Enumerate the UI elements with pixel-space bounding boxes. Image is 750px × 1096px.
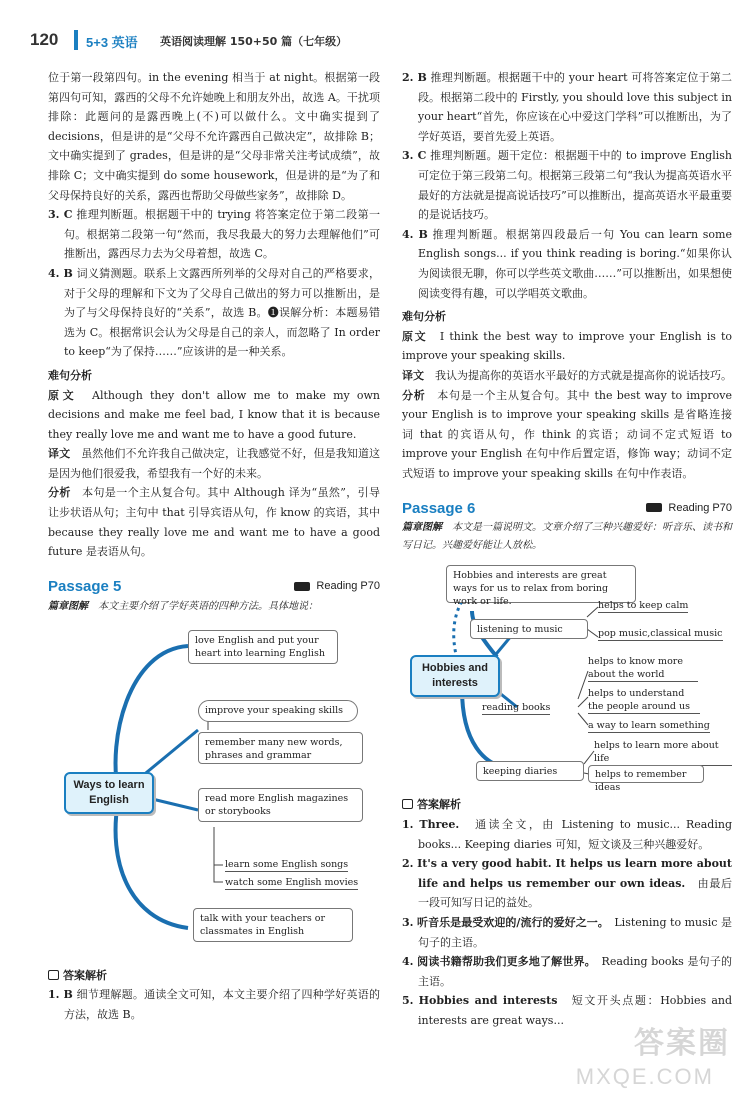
difficult-sentence-heading: 难句分析 bbox=[48, 368, 92, 382]
map-branch-diaries: keeping diaries bbox=[476, 761, 584, 781]
watermark-logo: 答案圈 bbox=[634, 1027, 730, 1060]
question-2-text: 推理判断题。根据题干中的 your heart 可将答案定位于第二段。根据第二段中的 Firstly, you should love this subject in your heart“首先，你应该在心中爱这门学科”可以推断出，为了学好英语，要首先爱上英语。 bbox=[418, 71, 732, 143]
map-leaf-know-world: helps to know more about the world bbox=[588, 655, 698, 682]
map-box-remember-words: remember many new words, phrases and grammar bbox=[198, 732, 363, 764]
original-text-right: I think the best way to improve your English is to improve your speaking skills. bbox=[402, 329, 733, 363]
pointing-hand-icon bbox=[646, 503, 662, 512]
map-leaf-movies: watch some English movies bbox=[225, 876, 359, 888]
reading-reference bbox=[294, 577, 380, 597]
question-4-text-right: 推理判断题。根据第四段最后一句 You can learn some English songs... if you think reading is boring.“如果你认为阅读很无聊，你可以学些英文歌曲……”可以推断出，如果想使阅读变得有趣，可以学唱英文歌曲。 bbox=[418, 227, 732, 300]
answer-item-2-text: 由最后一段可知写日记的益处。 bbox=[418, 876, 733, 910]
question-4-text: 词义猜测题。联系上文露西所列举的父母对自己的严格要求，对于父母的理解和下文为了父母自己做出的努力可以推断出，是为了与父母保持良好的“关系”，故选 B。❶误解分析：本题易错选为 C。根据常识会认为父母是自己的亲人，而忽略了 In order to keep“为了保持……”应该讲的是一种关系。 bbox=[64, 266, 380, 359]
answer-item-3-text: Listening to music 是句子的主语。 bbox=[418, 916, 733, 949]
original-label: 原文 bbox=[48, 388, 78, 402]
translation-label: 译文 bbox=[48, 447, 71, 461]
question-3-answer-right: 3. C bbox=[402, 149, 427, 163]
answer-1 bbox=[48, 985, 380, 1024]
analysis-text: 本句是一个主从复合句。其中 Although 译为“虽然”，引导让步状语从句；主句中 that 引导宾语从句，作 know 的宾语，其中 because they really love me and want me to have a good future 是表语从句。 bbox=[48, 486, 380, 559]
lock-icon bbox=[402, 799, 413, 809]
continued-explanation: 位于第一段第四句。in the evening 相当于 at night。根据第一段第四句可知，露西的父母不允许她晚上和朋友外出，故选 A。干扰项排除：此题问的是露西晚上(不)可以做什么。文中确实提到了 decisions，但是讲的是“父母不允许露西自己做决定”，故排除 B；文中确实提到了 grades，但是讲的是“父母非常关注考试成绩”，故排除 C；文中确实提到 do some housework，但是讲的是“为了和父母保持良好的关系，露西也帮助父母做些家务”，故排除 D。 bbox=[48, 71, 380, 202]
summary-text: 本文主要介绍了学好英语的四种方法。具体地说： bbox=[98, 600, 318, 612]
answer-item-5-text: 短文开头点题：Hobbies and interests are great ways... bbox=[418, 994, 733, 1027]
passage-5-title: Passage 5 bbox=[48, 578, 122, 596]
map-leaf-understand-people: helps to understand the people around us bbox=[588, 687, 700, 714]
original-sentence bbox=[48, 386, 380, 445]
question-3-explanation bbox=[48, 205, 381, 264]
question-4-answer: 4. B bbox=[48, 266, 73, 280]
passage-5-header bbox=[48, 576, 380, 598]
translation bbox=[48, 444, 380, 483]
answer-item-4-text: Reading books 是句子的主语。 bbox=[418, 955, 732, 988]
question-4-explanation bbox=[48, 264, 380, 362]
map-leaf-keep-calm: helps to keep calm bbox=[598, 600, 689, 612]
passage-6-header bbox=[402, 497, 732, 519]
map-box-love-english: love English and put your heart into learning English bbox=[188, 630, 338, 664]
analysis-text-right: 本句是一个主从复合句。其中 the best way to improve your English is to improve your speaking skills 是省略连接词 that 的宾语从句，作 think 的宾语；动词不定式短语 to improve your English 在句中作后置定语，修饰 way；动词不定式短语 to improve your speaking skills 在句中作表语。 bbox=[402, 388, 732, 480]
passage-5-summary bbox=[48, 598, 380, 616]
map-branch-listening: listening to music bbox=[470, 619, 588, 639]
question-3-text-right: 推理判断题。题干定位：根据题干中的 to improve English 可定位于第三段第二句。根据第三段第二句“我认为提高英语水平最好的方法就是提高说话技巧”可以推断出，提高英语水平最重要的是说话技巧。 bbox=[418, 149, 732, 222]
answer-section-heading-right bbox=[402, 795, 732, 815]
reading-reference-label-right: Reading P70 bbox=[668, 501, 732, 514]
answer-item-5-key: Hobbies and interests bbox=[418, 994, 558, 1008]
answer-item-1 bbox=[402, 815, 732, 854]
summary-label: 篇章图解 bbox=[48, 600, 88, 612]
map-box-read-magazines: read more English magazines or storybooks bbox=[198, 788, 363, 822]
summary-label-right: 篇章图解 bbox=[402, 522, 442, 534]
analysis-label-right: 分析 bbox=[402, 388, 426, 402]
answer-item-1-number: 1. bbox=[402, 818, 414, 832]
map-leaf-pop-music: pop music,classical music bbox=[598, 628, 723, 640]
analysis-label: 分析 bbox=[48, 486, 71, 500]
original-label-right: 原文 bbox=[402, 329, 428, 343]
book-title: 英语阅读理解 150+50 篇（七年级） bbox=[160, 35, 348, 48]
answer-1-number: 1. B bbox=[48, 988, 73, 1002]
map-leaf-learn-life: helps to learn more about life bbox=[594, 739, 732, 766]
page-header bbox=[30, 28, 730, 52]
answer-item-1-text: 通读全文，由 Listening to music... Reading books... Keeping diaries 可知，短文谈及三种兴趣爱好。 bbox=[418, 818, 732, 851]
map-center-ways-to-learn: Ways to learn English bbox=[64, 772, 154, 814]
answer-section-title: 答案解析 bbox=[63, 968, 107, 982]
question-4-answer-right: 4. B bbox=[402, 227, 428, 241]
pointing-hand-icon bbox=[294, 582, 310, 591]
answer-item-2-number: 2. bbox=[402, 857, 414, 871]
question-2-answer: 2. B bbox=[402, 71, 427, 84]
answer-item-2 bbox=[402, 854, 733, 913]
analysis bbox=[48, 483, 380, 561]
answer-item-3-key: 听音乐是最受欢迎的/流行的爱好之一。 bbox=[417, 916, 604, 930]
translation-right bbox=[402, 366, 732, 386]
map-leaf-songs: learn some English songs bbox=[225, 858, 349, 870]
left-column bbox=[48, 68, 380, 1025]
question-4-explanation-right bbox=[402, 225, 732, 303]
analysis-right bbox=[402, 386, 732, 484]
watermark-url: MXQE.COM bbox=[575, 1064, 714, 1089]
answer-item-4-key: 阅读书籍帮助我们更多地了解世界。 bbox=[417, 955, 591, 969]
difficult-sentence-heading-right: 难句分析 bbox=[402, 310, 446, 324]
question-3-explanation-right bbox=[402, 146, 732, 224]
reading-reference-right bbox=[646, 499, 732, 519]
map-leaf-remember-ideas: helps to remember ideas bbox=[588, 765, 704, 783]
reading-reference-label: Reading P70 bbox=[316, 580, 380, 593]
answer-item-2-key: It's a very good habit. It helps us learn more about life and helps us remember our own ideas. bbox=[417, 857, 733, 890]
passage-6-title: Passage 6 bbox=[402, 499, 476, 517]
map-center-hobbies: Hobbies and interests bbox=[410, 655, 500, 697]
answer-item-4 bbox=[402, 952, 732, 991]
map-box-talk-teachers: talk with your teachers or classmates in English bbox=[193, 908, 353, 942]
question-3-answer: 3. C bbox=[48, 208, 73, 222]
map-branch-reading: reading books bbox=[482, 702, 551, 714]
question-2-explanation bbox=[402, 68, 732, 146]
answer-item-3 bbox=[402, 913, 733, 952]
original-sentence-right bbox=[402, 327, 732, 366]
translation-text-right: 我认为提高你的英语水平最好的方式就是提高你的说话技巧。 bbox=[435, 368, 732, 382]
map-box-hobbies-relax: Hobbies and interests are great ways for us to relax from boring work or life. bbox=[446, 565, 636, 603]
right-column bbox=[402, 68, 732, 1031]
mind-map-passage-5 bbox=[48, 620, 380, 960]
answer-1-text: 细节理解题。通读全文可知，本文主要介绍了四种学好英语的方法，故选 B。 bbox=[64, 988, 380, 1022]
answer-item-1-key: Three. bbox=[419, 818, 460, 832]
map-leaf-learn-something: a way to learn something bbox=[588, 720, 710, 732]
translation-text: 虽然他们不允许我自己做决定，让我感觉不好，但是我知道这是因为他们很爱我，希望我有一个好的未来。 bbox=[48, 447, 381, 480]
answer-item-5-number: 5. bbox=[402, 994, 414, 1008]
answer-section-heading bbox=[48, 966, 380, 986]
lock-icon bbox=[48, 970, 59, 980]
page-number: 120 bbox=[30, 30, 59, 49]
answer-section-title-right: 答案解析 bbox=[417, 798, 461, 812]
passage-6-summary bbox=[402, 519, 732, 555]
translation-label-right: 译文 bbox=[402, 368, 424, 382]
summary-text-right: 本文是一篇说明文。文章介绍了三种兴趣爱好：听音乐、读书和写日记。兴趣爱好能让人放松。 bbox=[402, 522, 732, 552]
map-box-speaking-skills: improve your speaking skills bbox=[198, 700, 358, 722]
brand-label: 5+3 英语 bbox=[86, 35, 138, 50]
header-divider bbox=[74, 30, 78, 50]
question-3-text: 推理判断题。根据题干中的 trying 将答案定位于第二段第一句。根据第二段第一句“然而，我尽我最大的努力去理解他们”可推断出，露西尽力去为父母着想，故选 C。 bbox=[64, 208, 381, 261]
answer-item-4-number: 4. bbox=[402, 955, 414, 969]
mind-map-passage-6 bbox=[402, 559, 732, 794]
original-text: Although they don't allow me to make my own decisions and make me feel bad, I know that it is because they really love me and want me to have a good future. bbox=[48, 388, 381, 441]
answer-item-3-number: 3. bbox=[402, 916, 414, 930]
